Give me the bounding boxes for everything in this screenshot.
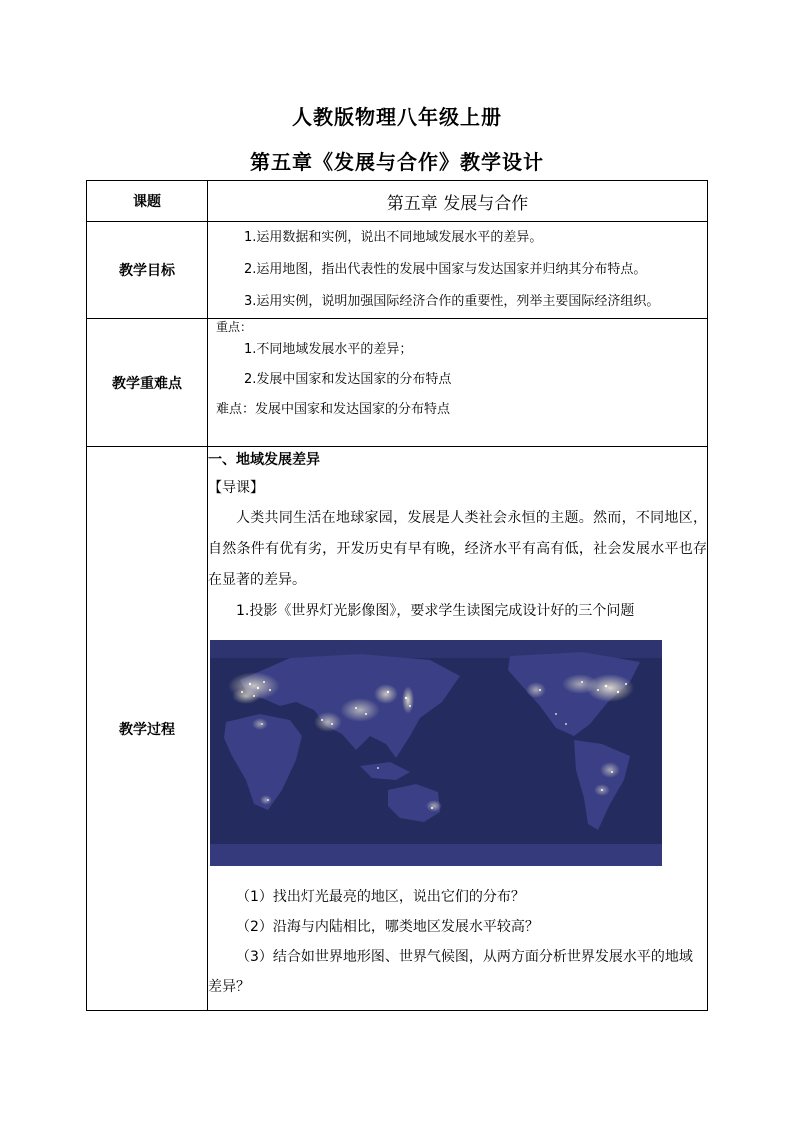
difficulty-text: 难点：发展中国家和发达国家的分布特点 xyxy=(216,402,451,417)
question-item: （2）沿海与内陆相比，哪类地区发展水平较高？ xyxy=(236,919,539,935)
goals-cell xyxy=(208,222,708,319)
goal-item: 1.运用数据和实例，说出不同地域发展水平的差异。 xyxy=(244,230,543,245)
process-cell xyxy=(208,447,708,1011)
lesson-plan-table xyxy=(86,180,708,1011)
keys-label: 教学重难点 xyxy=(87,319,208,447)
document-title: 人教版物理八年级上册 xyxy=(292,105,502,129)
process-label: 教学过程 xyxy=(87,447,208,1011)
goal-item: 3.运用实例，说明加强国际经济合作的重要性，列举主要国际经济组织。 xyxy=(244,294,660,309)
intro-label: 【导课】 xyxy=(208,480,264,496)
step-text: 1.投影《世界灯光影像图》，要求学生读图完成设计好的三个问题 xyxy=(236,603,635,619)
night-lights-map-svg xyxy=(210,640,662,866)
topic-value: 第五章 发展与合作 xyxy=(208,181,708,222)
intro-paragraph: 人类共同生活在地球家园，发展是人类社会永恒的主题。然而，不同地区，自然条件有优有劣，开发历史有早有晚，经济水平有高有低，社会发展水平也存在显著的差异。 xyxy=(208,510,707,588)
focus-label: 重点： xyxy=(216,320,253,334)
world-night-lights-image xyxy=(210,640,662,866)
question-tail: 差异？ xyxy=(208,979,250,995)
focus-item: 1.不同地域发展水平的差异； xyxy=(244,342,413,357)
keys-cell xyxy=(208,319,708,447)
question-item: （1）找出灯光最亮的地区，说出它们的分布？ xyxy=(236,889,525,905)
document-subtitle: 第五章《发展与合作》教学设计 xyxy=(250,150,544,174)
focus-item: 2.发展中国家和发达国家的分布特点 xyxy=(244,372,452,387)
antarctica-band xyxy=(210,844,662,866)
table-row-keys xyxy=(87,319,708,447)
question-item: （3）结合如世界地形图、世界气候图，从两方面分析世界发展水平的地域 xyxy=(236,949,693,965)
table-row-process xyxy=(87,447,708,1011)
table-row-goals xyxy=(87,222,708,319)
goal-item: 2.运用地图，指出代表性的发展中国家与发达国家并归纳其分布特点。 xyxy=(244,262,647,277)
section-title: 一、地域发展差异 xyxy=(208,452,320,468)
topic-label: 课题 xyxy=(87,181,208,222)
table-row-topic xyxy=(87,181,708,222)
goals-label: 教学目标 xyxy=(87,222,208,319)
